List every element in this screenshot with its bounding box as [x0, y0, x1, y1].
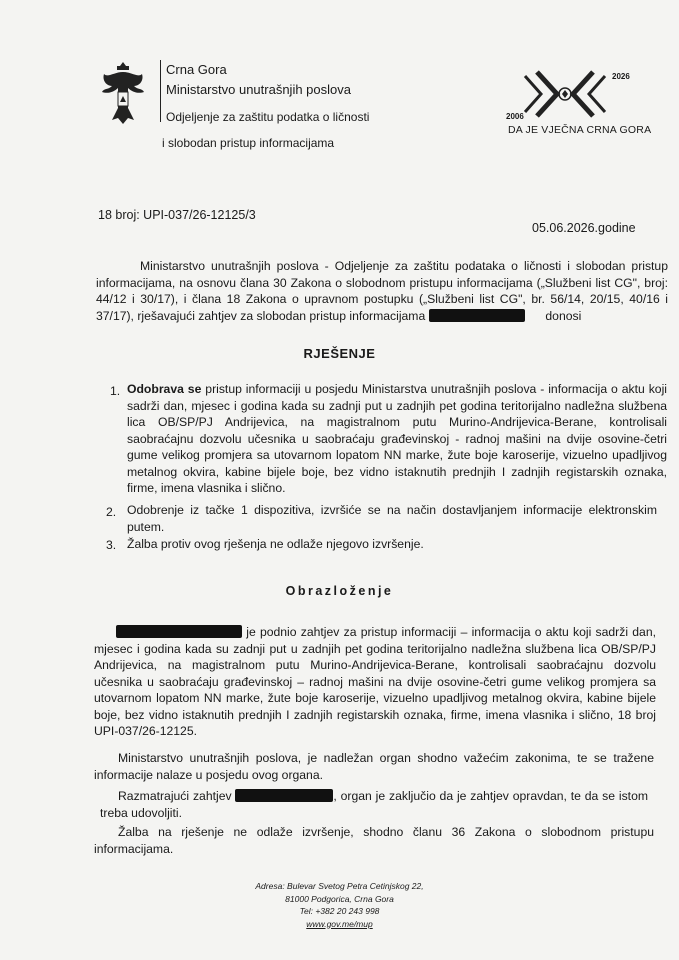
intro-text: Ministarstvo unutrašnjih poslova - Odjeljenje za zaštitu podataka o ličnosti i slobodan pristup informacijama, na osnovu člana 30 Zakona o slobodnom pristupu informacijama („Službeni list CG", broj: 44/12 i 30/17), i člana 18 Zakona o upravnom postupku („Službeni list CG", br. 56/14, 20/15, 40/16 i 37/17), rješavajući zahtjev za slobodan pristup informacijama — [96, 259, 668, 323]
explanation-text: , organ je zaključio da je zahtjev opravdan, te da se istom treba udovoljiti. — [100, 789, 648, 820]
item-number: 2. — [106, 505, 117, 519]
document-date: 05.06.2026.godine — [532, 221, 636, 235]
footer-website-link[interactable]: www.gov.me/mup — [306, 918, 373, 929]
country-name: Crna Gora — [166, 62, 227, 77]
department-line-1: Odjeljenje za zaštitu podatka o ličnosti — [166, 110, 370, 124]
redaction-block — [116, 625, 242, 638]
header-divider — [160, 60, 161, 122]
explanation-text: Razmatrajući zahtjev — [118, 789, 232, 803]
anniversary-logo-icon — [505, 70, 625, 130]
redaction-block — [235, 789, 333, 802]
footer-phone: Tel: +382 20 243 998 — [299, 906, 380, 916]
decision-item-3: Žalba protiv ovog rješenja ne odlaže njegovo izvršenje. — [127, 537, 424, 551]
coat-of-arms-icon — [96, 58, 150, 132]
reference-number: 18 broj: UPI-037/26-12125/3 — [98, 208, 256, 222]
intro-paragraph — [96, 258, 668, 324]
redaction-block — [429, 309, 525, 322]
logo-year-end: 2026 — [612, 72, 630, 81]
item-lead: Odobrava se — [127, 382, 202, 396]
explanation-text: je podnio zahtjev za pristup informaciji – informacija o aktu koji sadrži dan, mjesec i godina kada su zadnji put u zadnjih pet godina teritorijalno nadležna službena lica OB/SP/PJ Andrijevica, na magistralnom putu Murino-Andrijevica-Berane, kontrolisali saobraćajnu dozvolu učesnika u saobraćaju građevinskoj – radnoj mašini na dvije osovine-četri gume velikog promjera sa utovarnom lopatom NN marke, žute boje karoserije, vizuelno upadljivog metalnog okvira, kabine bijele boje, bez vidno istaknutih prednjih I zadnjih registarskih oznaka, firme, imena vlasnika i slično, 18 broj UPI-037/26-12125. — [94, 625, 656, 738]
footer-address — [0, 880, 679, 930]
item-number: 3. — [106, 538, 117, 552]
explanation-paragraph-3 — [100, 788, 648, 821]
department-line-2: i slobodan pristup informacijama — [162, 136, 335, 150]
item-text: pristup informaciji u posjedu Ministarstva unutrašnjih poslova - informacija o aktu koji sadrži dan, mjesec i godina kada su zadnji put u zadnjih pet godina teritorijalno nadležna službena lica OB/SP/PJ Andrijevica, na magistralnom putu Murino-Andrijevica-Berane, kontrolisali saobraćajnu dozvolu učesnika u saobraćaju građevinskoj - radnoj mašini na dvije osovine-četri gume velikog promjera sa utovarnom lopatom NN marke, žute boje karoserije, vizuelno upadljivog metalnog okvira, kabine bijele boje, bez vidno istaknutih prednjih I zadnjih registarskih oznaka, firme, imena vlasnika i slično. — [127, 382, 667, 495]
ministry-name: Ministarstvo unutrašnjih poslova — [166, 82, 351, 97]
explanation-paragraph-4: Žalba na rješenje ne odlaže izvršenje, shodno članu 36 Zakona o slobodnom pristupu informacijama. — [94, 825, 654, 856]
logo-motto: DA JE VJEČNA CRNA GORA — [508, 124, 652, 136]
decision-item-2: Odobrenje iz tačke 1 dispozitiva, izvršiće se na način dostavljanjem informacije elektronskim putem. — [127, 503, 657, 534]
footer-address-line-2: 81000 Podgorica, Crna Gora — [285, 893, 394, 904]
intro-closing: donosi — [545, 308, 582, 323]
footer-address-line-1: Adresa: Bulevar Svetog Petra Cetinjskog 22, — [255, 881, 424, 891]
item-number: 1. — [110, 384, 121, 398]
explanation-title: Obrazloženje — [285, 584, 394, 598]
explanation-paragraph-2: Ministarstvo unutrašnjih poslova, je nadležan organ shodno važećim zakonima, te se tražene informacije nalaze u posjedu ovog organa. — [94, 751, 654, 782]
decision-item-1 — [127, 381, 667, 497]
logo-year-start: 2006 — [506, 112, 524, 121]
explanation-paragraph-1 — [94, 624, 656, 740]
decision-title: RJEŠENJE — [303, 346, 376, 361]
